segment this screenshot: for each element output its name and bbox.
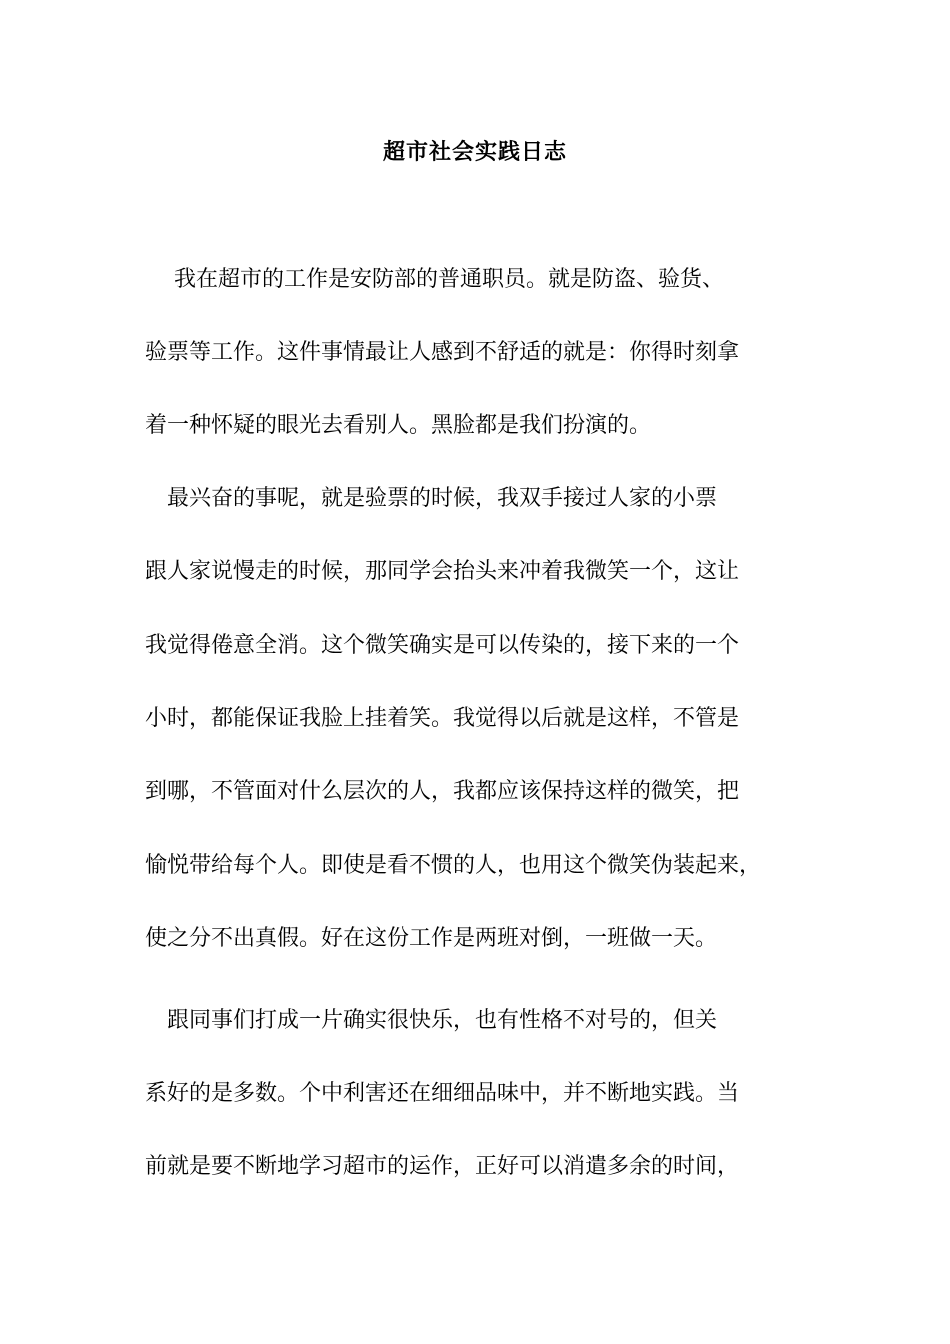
body-line: 系好的是多数。个中利害还在细细品味中，并不断地实践。当	[145, 1081, 740, 1106]
body-line: 我觉得倦意全消。这个微笑确实是可以传染的，接下来的一个	[145, 633, 740, 658]
body-line: 跟同事们打成一片确实很快乐，也有性格不对号的，但关	[145, 1008, 718, 1033]
body-line: 验票等工作。这件事情最让人感到不舒适的就是：你得时刻拿	[145, 340, 740, 365]
body-line: 小时，都能保证我脸上挂着笑。我觉得以后就是这样，不管是	[145, 706, 740, 731]
body-line: 到哪，不管面对什么层次的人，我都应该保持这样的微笑，把	[145, 779, 740, 804]
document-title: 超市社会实践日志	[382, 139, 567, 165]
body-line: 最兴奋的事呢，就是验票的时候，我双手接过人家的小票	[145, 486, 718, 511]
body-line: 我在超市的工作是安防部的普通职员。就是防盗、验货、	[145, 267, 724, 292]
body-line: 前就是要不断地学习超市的运作，正好可以消遣多余的时间，	[145, 1154, 740, 1179]
body-line: 使之分不出真假。好在这份工作是两班对倒，一班做一天。	[145, 926, 718, 951]
body-line: 着一种怀疑的眼光去看别人。黑脸都是我们扮演的。	[145, 413, 652, 438]
body-line: 跟人家说慢走的时候，那同学会抬头来冲着我微笑一个，这让	[145, 559, 740, 584]
body-line: 愉悦带给每个人。即使是看不惯的人，也用这个微笑伪装起来，	[145, 853, 762, 878]
